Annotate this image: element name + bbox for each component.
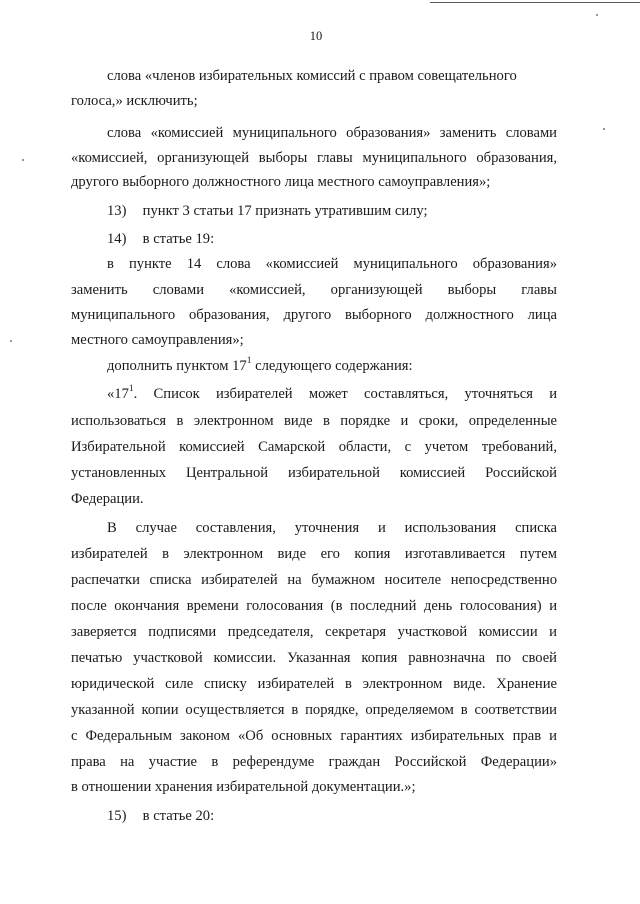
text-line: «комиссией, организующей выборы главы муниципального образования, bbox=[71, 150, 557, 166]
text-line: распечатки списка избирателей на бумажном носителе непосредственно bbox=[71, 572, 557, 588]
text-line: другого выборного должностного лица местного самоуправления»; bbox=[71, 174, 491, 190]
text-line bbox=[107, 356, 413, 376]
superscript: 1 bbox=[128, 384, 134, 395]
text-line: заменить словами «комиссией, организующей выборы главы bbox=[71, 282, 557, 298]
text-line: Избирательной комиссией Самарской области, с учетом требований, bbox=[71, 439, 557, 455]
list-item-text: в статье 20: bbox=[142, 808, 215, 824]
superscript: 1 bbox=[246, 356, 252, 367]
text-line: в пункте 14 слова «комиссией муниципального образования» bbox=[107, 256, 557, 272]
text-line: указанной копии осуществляется в порядке, определяемом в соответствии bbox=[71, 702, 557, 718]
list-item-text: в статье 19: bbox=[142, 231, 215, 247]
scan-speck bbox=[596, 14, 598, 16]
text-line: заверяется подписями председателя, секретаря участковой комиссии и bbox=[71, 624, 557, 640]
text-line: печатью участковой комиссии. Указанная копия равнозначна по своей bbox=[71, 650, 557, 666]
text-line: в отношении хранения избирательной документации.»; bbox=[71, 779, 416, 795]
text-line bbox=[107, 384, 557, 404]
text-line: права на участие в референдуме граждан Российской Федерации» bbox=[71, 754, 557, 770]
scan-speck bbox=[603, 128, 605, 130]
text-line: после окончания времени голосования (в последний день голосования) и bbox=[71, 598, 557, 614]
list-item-14 bbox=[107, 229, 214, 249]
text-line: местного самоуправления»; bbox=[71, 332, 244, 348]
text-line: избирателей в электронном виде его копия изготавливается путем bbox=[71, 546, 557, 562]
text-line: Федерации. bbox=[71, 491, 144, 507]
text-fragment: следующего содержания: bbox=[251, 358, 413, 374]
page-number: 10 bbox=[309, 29, 323, 43]
text-line: использоваться в электронном виде в порядке и сроки, определенные bbox=[71, 413, 557, 429]
list-number: 14) bbox=[107, 231, 127, 247]
text-line: В случае составления, уточнения и использования списка bbox=[107, 520, 557, 536]
list-number: 15) bbox=[107, 808, 127, 824]
scan-speck bbox=[10, 340, 12, 342]
text-line: слова «членов избирательных комиссий с правом совещательного bbox=[107, 68, 517, 84]
text-fragment: «17 bbox=[107, 386, 129, 402]
text-line: слова «комиссией муниципального образования» заменить словами bbox=[107, 125, 557, 141]
scan-edge-line bbox=[430, 2, 640, 3]
list-item-13 bbox=[107, 201, 428, 221]
list-item-text: пункт 3 статьи 17 признать утратившим силу; bbox=[142, 203, 428, 219]
text-line: голоса,» исключить; bbox=[71, 93, 198, 109]
text-fragment: дополнить пунктом 17 bbox=[107, 358, 247, 374]
list-item-15 bbox=[107, 806, 214, 826]
text-fragment: . Список избирателей может составляться, уточняться и bbox=[133, 386, 557, 402]
scan-speck bbox=[22, 159, 24, 161]
text-line: с Федеральным законом «Об основных гарантиях избирательных прав и bbox=[71, 728, 557, 744]
list-number: 13) bbox=[107, 203, 127, 219]
text-line: установленных Центральной избирательной комиссией Российской bbox=[71, 465, 557, 481]
text-line: юридической силе списку избирателей в электронном виде. Хранение bbox=[71, 676, 557, 692]
text-line: муниципального образования, другого выборного должностного лица bbox=[71, 307, 557, 323]
